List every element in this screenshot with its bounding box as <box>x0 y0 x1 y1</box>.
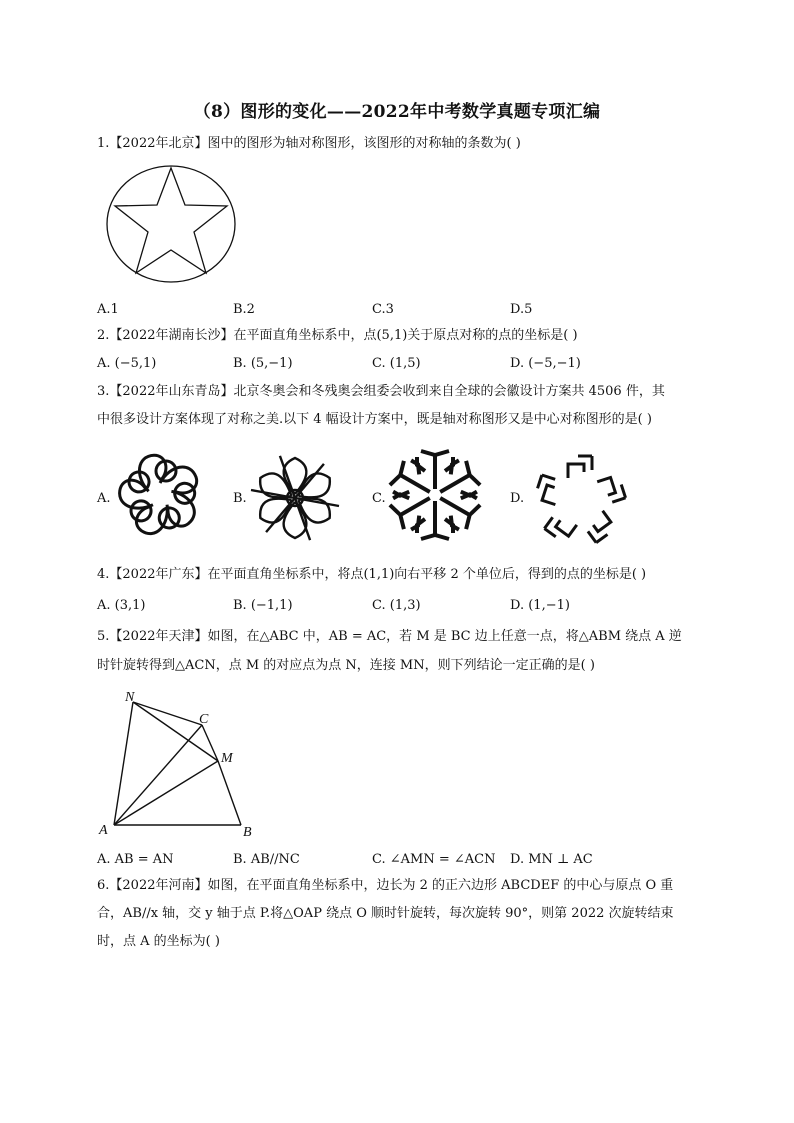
q2-option-b[interactable]: B. (5,−1) <box>233 356 293 371</box>
emblem-d-figure <box>525 445 635 555</box>
q6-text-line3: 时，点 A 的坐标为( ) <box>97 934 220 949</box>
q3-option-d[interactable]: D. <box>510 491 525 506</box>
q3-text-line1: 3.【2022年山东青岛】北京冬奥会和冬残奥会组委会收到来自全球的会徽设计方案共 4506 件，其 <box>97 384 665 399</box>
page-title: （8）图形的变化——2022年中考数学真题专项汇编 <box>193 102 601 122</box>
q1-option-d[interactable]: D.5 <box>510 302 533 317</box>
q3-option-c[interactable]: C. <box>372 491 386 506</box>
q3-option-a[interactable]: A. <box>97 491 111 506</box>
label-M: M <box>221 751 233 766</box>
q5-option-c[interactable]: C. ∠AMN = ∠ACN <box>372 852 496 867</box>
q6-text-line1: 6.【2022年河南】如图，在平面直角坐标系中，边长为 2 的正六边形 ABCDEF 的中心与原点 O 重 <box>97 878 674 893</box>
q4-text: 4.【2022年广东】在平面直角坐标系中，将点(1,1)向右平移 2 个单位后，得到的点的坐标是( ) <box>97 567 647 582</box>
q2-option-a[interactable]: A. (−5,1) <box>97 356 157 371</box>
q2-option-d[interactable]: D. (−5,−1) <box>510 356 581 371</box>
circle-star-figure <box>103 163 239 285</box>
label-N: N <box>125 690 135 705</box>
q1-option-c[interactable]: C.3 <box>372 302 394 317</box>
label-A: A <box>99 823 108 838</box>
q5-text-line1: 5.【2022年天津】如图，在△ABC 中，AB = AC，若 M 是 BC 边上任意一点，将△ABM 绕点 A 逆 <box>97 629 682 644</box>
q2-text: 2.【2022年湖南长沙】在平面直角坐标系中，点(5,1)关于原点对称的点的坐标是( ) <box>97 328 578 343</box>
emblem-b-figure <box>245 445 345 551</box>
q5-text-line2: 时针旋转得到△ACN，点 M 的对应点为点 N，连接 MN，则下列结论一定正确的是( ) <box>97 658 595 673</box>
label-B: B <box>243 825 252 840</box>
q2-option-c[interactable]: C. (1,5) <box>372 356 421 371</box>
q4-option-b[interactable]: B. (−1,1) <box>233 598 293 613</box>
q1-text: 1.【2022年北京】图中的图形为轴对称图形，该图形的对称轴的条数为( ) <box>97 136 521 151</box>
q4-option-a[interactable]: A. (3,1) <box>97 598 146 613</box>
emblem-a-figure <box>110 445 210 545</box>
q4-option-d[interactable]: D. (1,−1) <box>510 598 570 613</box>
q3-option-b[interactable]: B. <box>233 491 247 506</box>
label-C: C <box>199 712 209 727</box>
q5-option-d[interactable]: D. MN ⊥ AC <box>510 852 593 867</box>
emblem-c-figure <box>385 445 485 545</box>
q3-text-line2: 中很多设计方案体现了对称之美.以下 4 幅设计方案中，既是轴对称图形又是中心对称图形的是( ) <box>97 412 652 427</box>
triangle-rotation-figure <box>95 688 265 840</box>
q5-option-a[interactable]: A. AB = AN <box>97 852 174 867</box>
q1-option-b[interactable]: B.2 <box>233 302 255 317</box>
q4-option-c[interactable]: C. (1,3) <box>372 598 421 613</box>
q1-option-a[interactable]: A.1 <box>97 302 119 317</box>
q5-option-b[interactable]: B. AB//NC <box>233 852 300 867</box>
q6-text-line2: 合，AB//x 轴，交 y 轴于点 P.将△OAP 绕点 O 顺时针旋转，每次旋转 90°，则第 2022 次旋转结束 <box>97 906 674 921</box>
